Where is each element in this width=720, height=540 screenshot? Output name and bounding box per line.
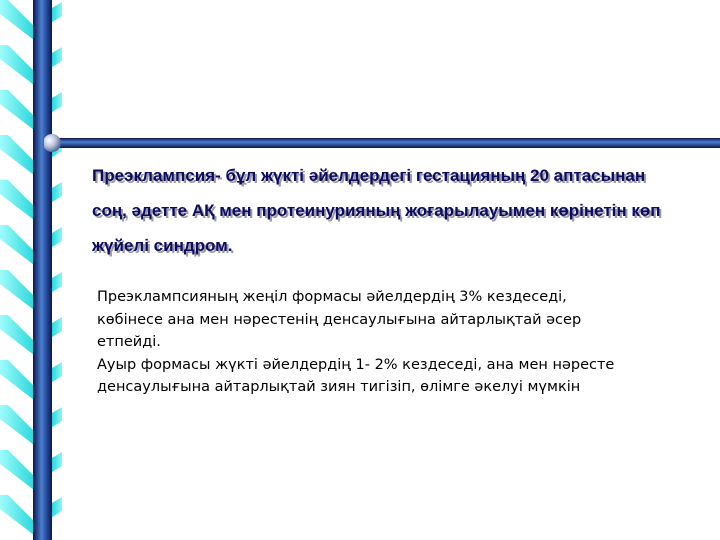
stripe-right <box>52 407 62 427</box>
stripe-left <box>0 0 34 40</box>
stripe-right <box>52 2 62 22</box>
title-separator-bar <box>44 132 720 156</box>
stripe-left <box>0 90 34 130</box>
stripe-right <box>52 182 62 202</box>
stripe-right <box>52 47 62 67</box>
stripe-left <box>0 270 34 310</box>
body-line: Ауыр формасы жүкті әйелдердің 1- 2% кездеседі, ана мен нәресте <box>97 356 615 373</box>
body-line: Преэклампсияның жеңіл формасы әйелдердің 3% кездеседі, <box>97 289 567 305</box>
stripe-right <box>52 452 62 472</box>
body-line: етпейді. <box>97 334 161 350</box>
stripe-left <box>0 405 34 445</box>
separator-sphere-icon <box>44 134 61 152</box>
stripe-right <box>52 497 62 517</box>
stripe-right <box>52 272 62 292</box>
stripe-left <box>0 315 34 355</box>
slide-body <box>97 286 657 399</box>
title-line: Преэклампсия- бұл жүкті әйелдердегі гестацияның 20 аптасынан <box>92 166 646 185</box>
separator-bar-graphic <box>44 132 720 156</box>
body-line: көбінесе ана мен нәрестенің денсаулығына айтарлықтай әсер <box>97 311 582 328</box>
stripe-left <box>0 450 34 490</box>
stripe-left <box>0 45 34 85</box>
left-decorative-stripe <box>0 0 62 540</box>
stripe-left <box>0 225 34 265</box>
stripe-left <box>0 360 34 400</box>
stripe-right <box>52 227 62 247</box>
stripe-right <box>52 317 62 337</box>
stripe-left <box>0 495 34 535</box>
title-line: соң, әдетте АҚ мен протеинурияның жоғарылауымен көрінетін көп <box>92 201 661 220</box>
stripe-right <box>52 92 62 112</box>
stripe-right <box>52 362 62 382</box>
title-line: жүйелі синдром. <box>92 236 233 255</box>
slide-title <box>92 158 692 263</box>
stripe-left <box>0 135 34 175</box>
stripe-left <box>0 180 34 220</box>
body-line: денсаулығына айтарлықтай зиян тигізіп, өлімге әкелуі мүмкін <box>97 379 581 395</box>
stripe-pattern-graphic <box>0 0 62 540</box>
